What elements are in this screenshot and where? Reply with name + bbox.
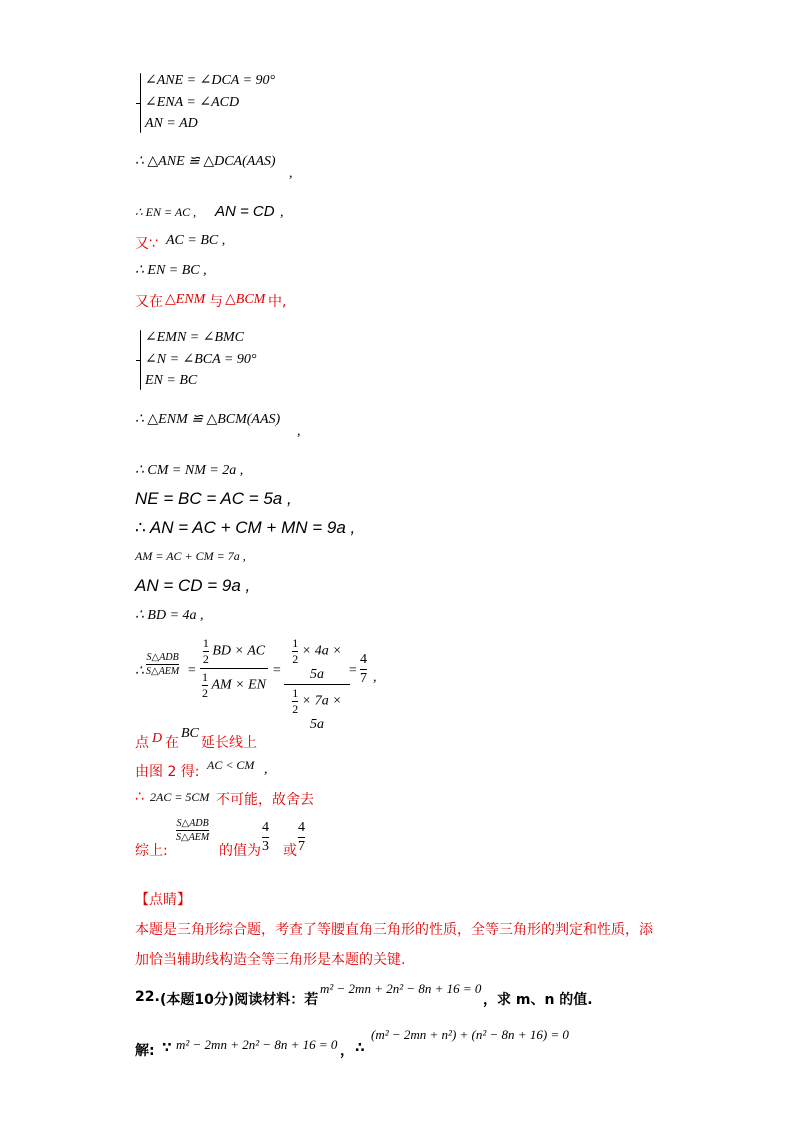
line-am: AM = AC + CM = 7a , xyxy=(135,549,246,563)
ratio-result xyxy=(360,652,367,687)
half-num: 1 xyxy=(201,670,208,684)
ratio-eq-3: = xyxy=(348,663,358,678)
line-yu: 与 xyxy=(209,294,223,310)
q22-meta: (本题10分)阅读材料：若 xyxy=(160,992,319,1008)
ratio-lhs-num: S△ADB xyxy=(146,652,179,663)
dianjing-body-2: 加恰当辅助线构造全等三角形是本题的关键. xyxy=(135,952,406,968)
congruence-1: ∴ △ANE ≌ △DCA(AAS) xyxy=(135,154,276,169)
congruence-2: ∴ △ENM ≌ △BCM(AAS) xyxy=(135,412,281,427)
fraction-bar xyxy=(284,684,350,685)
summary-frac-1 xyxy=(262,820,269,855)
solution-eq-1: m² − 2mn + 2n² − 8n + 16 = 0 xyxy=(176,1037,338,1052)
point-d: D xyxy=(152,731,163,746)
summary-ratio xyxy=(176,818,209,843)
q22-number: 22. xyxy=(135,989,160,1005)
summary-f1-num: 4 xyxy=(262,820,269,835)
ratio-num2: × 4a × 5a xyxy=(301,643,342,682)
summary-f1-den: 3 xyxy=(262,839,269,854)
dianjing-title: 【点睛】 xyxy=(135,892,191,908)
summary-s-adb: S△ADB xyxy=(176,818,209,829)
line-en-bc: ∴ EN = BC , xyxy=(135,263,207,278)
summary-frac-2 xyxy=(298,820,305,855)
ratio-rhs xyxy=(284,636,350,733)
half-den: 2 xyxy=(292,652,299,666)
solution-therefore: ∴ xyxy=(355,1040,365,1056)
congruence-2-comma: , xyxy=(297,424,301,439)
q22-ask: ，求 m、n 的值. xyxy=(483,992,593,1008)
line-extension: 延长线上 xyxy=(201,735,257,751)
fraction-bar xyxy=(200,668,268,669)
line-youzai: 又在 xyxy=(135,294,163,310)
half-num: 1 xyxy=(292,686,299,701)
half-den: 2 xyxy=(202,652,209,666)
ratio-rhs-den xyxy=(284,686,350,733)
ratio-result-den: 7 xyxy=(360,671,367,686)
line-you-because: 又∵ xyxy=(135,236,158,252)
ratio-lhs xyxy=(146,652,179,677)
ratio-trail-comma: , xyxy=(373,670,377,685)
line-zai: 在 xyxy=(165,735,179,751)
congruence-1-comma: , xyxy=(289,166,293,181)
fraction-bar xyxy=(146,664,179,665)
system2-line2: ∠N = ∠BCA = 90° xyxy=(145,352,257,367)
ratio-therefore: ∴ xyxy=(135,664,144,679)
line-bd: ∴ BD = 4a , xyxy=(135,608,204,623)
ratio-bd-ac: BD × AC xyxy=(212,643,266,659)
ratio-result-num: 4 xyxy=(360,652,367,667)
line-ac-lt-cm: AC < CM xyxy=(207,758,255,772)
line-an-sum: ∴ AN = AC + CM + MN = 9a , xyxy=(135,518,356,537)
half-den: 2 xyxy=(201,686,208,700)
ratio-eq-1: = xyxy=(187,663,197,678)
line-fig2: 由图 2 得: xyxy=(135,764,200,780)
summary-label: 综上: xyxy=(135,843,168,859)
line-dian: 点 xyxy=(135,735,149,751)
q22-equation: m² − 2mn + 2n² − 8n + 16 = 0 xyxy=(320,981,482,996)
system1-line3: AN = AD xyxy=(145,116,198,131)
ratio-mid xyxy=(200,636,268,701)
half-den: 2 xyxy=(292,702,299,717)
line-an-cd9: AN = CD = 9a , xyxy=(135,576,251,595)
line-ne: NE = BC = AC = 5a , xyxy=(135,489,292,508)
solution-label: 解: xyxy=(135,1043,155,1059)
line-2ac-5cm: 2AC = 5CM xyxy=(150,790,210,804)
line-zhong: 中, xyxy=(268,294,287,310)
solution-eq-2: (m² − 2mn + n²) + (n² − 8n + 16) = 0 xyxy=(371,1027,569,1042)
ratio-rhs-num xyxy=(284,636,350,683)
line-fig2-comma: , xyxy=(264,762,268,777)
ratio-mid-num xyxy=(200,636,268,667)
system1-line1: ∠ANE = ∠DCA = 90° xyxy=(145,73,276,88)
brace-system-2 xyxy=(140,330,141,390)
fraction-bar xyxy=(298,837,305,838)
system1-line2: ∠ENA = ∠ACD xyxy=(145,95,240,110)
summary-s-aem: S△AEM xyxy=(176,832,210,843)
ratio-mid-den xyxy=(200,670,268,701)
summary-f2-den: 7 xyxy=(298,839,305,854)
line-therefore-3: ∴ xyxy=(135,789,144,805)
line-ac-bc: AC = BC , xyxy=(166,233,226,248)
fraction-bar xyxy=(262,837,269,838)
summary-f2-num: 4 xyxy=(298,820,305,835)
line-impossible: 不可能，故舍去 xyxy=(216,792,314,808)
half-num: 1 xyxy=(202,636,209,650)
line-cm: ∴ CM = NM = 2a , xyxy=(135,463,244,478)
line-en-ac: ∴ EN = AC , xyxy=(135,205,197,219)
half-num: 1 xyxy=(292,636,299,650)
fraction-bar xyxy=(360,669,367,670)
system2-line1: ∠EMN = ∠BMC xyxy=(145,330,245,345)
tri-enm: △ENM xyxy=(165,292,206,307)
ratio-lhs-den: S△AEM xyxy=(146,666,180,677)
solution-because: ∵ xyxy=(162,1040,172,1056)
brace-system-1 xyxy=(140,73,141,133)
dianjing-body-1: 本题是三角形综合题，考查了等腰直角三角形的性质，全等三角形的判定和性质，添 xyxy=(135,922,653,938)
tri-bcm: △BCM xyxy=(225,292,266,307)
ratio-am-en: AM × EN xyxy=(211,677,267,693)
ratio-den2: × 7a × 5a xyxy=(301,693,342,733)
summary-mid: 的值为 xyxy=(219,843,261,859)
segment-bc: BC xyxy=(181,726,199,741)
fraction-bar xyxy=(176,830,209,831)
line-an-cd-comma: , xyxy=(280,205,284,220)
line-an-cd: AN = CD xyxy=(215,203,275,220)
summary-or: 或 xyxy=(283,843,297,859)
solution-comma: ， xyxy=(340,1043,354,1059)
system2-line3: EN = BC xyxy=(145,373,198,388)
ratio-eq-2: = xyxy=(272,663,282,678)
